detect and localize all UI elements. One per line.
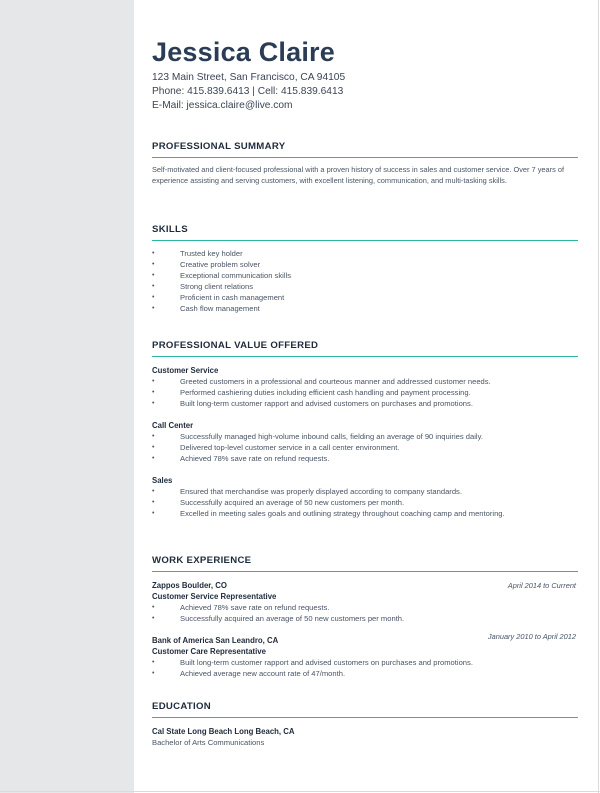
group-list xyxy=(152,376,578,409)
value-group xyxy=(152,475,578,519)
list-item: • Successfully acquired an average of 50 new customers per month. xyxy=(152,614,405,623)
resume-header xyxy=(152,36,578,113)
group-list xyxy=(152,431,578,464)
list-item: • Ensured that merchandise was properly displayed according to company standards. xyxy=(152,487,462,496)
list-item: • Proficient in cash management xyxy=(152,293,285,302)
bullet-icon: • xyxy=(152,400,155,407)
page-border-bottom xyxy=(0,791,600,792)
left-sidebar xyxy=(0,0,134,793)
job-list xyxy=(152,602,578,624)
job-role: Customer Care Representative xyxy=(152,647,266,656)
bullet-icon: • xyxy=(152,378,155,385)
list-item: • Excelled in meeting sales goals and outlining strategy throughout coaching camp and mentoring. xyxy=(152,509,505,518)
list-item: • Trusted key holder xyxy=(152,249,243,258)
list-item: • Achieved average new account rate of 47/month. xyxy=(152,669,346,678)
bullet-icon: • xyxy=(152,272,155,279)
job-list xyxy=(152,657,578,679)
value-group xyxy=(152,420,578,464)
list-item: • Successfully managed high-volume inbound calls, fielding an average of 90 inquiries daily. xyxy=(152,432,483,441)
group-heading: Sales xyxy=(152,476,173,485)
bullet-icon: • xyxy=(152,659,155,666)
address: 123 Main Street, San Francisco, CA 94105 xyxy=(152,72,346,83)
work-section xyxy=(152,555,578,679)
list-item: • Greeted customers in a professional and courteous manner and addressed customer needs. xyxy=(152,377,491,386)
summary-text: Self-motivated and client-focused professional with a proven history of success in sales and customer service. Over 7 years of experience assisting and serving customers, with excellent listening, communication, and multi-tasking skills. xyxy=(152,165,565,186)
list-item: • Achieved 78% save rate on refund requests. xyxy=(152,603,330,612)
bullet-icon: • xyxy=(152,455,155,462)
job-role: Customer Service Representative xyxy=(152,592,277,601)
skills-list xyxy=(152,248,578,314)
bullet-icon: • xyxy=(152,250,155,257)
bullet-icon: • xyxy=(152,261,155,268)
list-item: • Built long-term customer rapport and advised customers on purchases and promotions. xyxy=(152,658,473,667)
school-name: Cal State Long Beach Long Beach, CA xyxy=(152,727,295,736)
list-item: • Built long-term customer rapport and advised customers on purchases and promotions. xyxy=(152,399,473,408)
degree: Bachelor of Arts Communications xyxy=(152,738,265,747)
list-item: • Exceptional communication skills xyxy=(152,271,291,280)
job-entry xyxy=(152,632,578,679)
list-item: • Delivered top-level customer service in a call center environment. xyxy=(152,443,400,452)
job-dates: April 2014 to Current xyxy=(507,581,576,590)
bullet-icon: • xyxy=(152,615,155,622)
list-item: • Performed cashiering duties including efficient cash handling and payment processing. xyxy=(152,388,471,397)
job-dates: January 2010 to April 2012 xyxy=(487,632,576,641)
candidate-name: Jessica Claire xyxy=(152,37,335,67)
list-item: • Creative problem solver xyxy=(152,260,261,269)
bullet-icon: • xyxy=(152,433,155,440)
group-list xyxy=(152,486,578,519)
contact-info xyxy=(152,71,578,113)
bullet-icon: • xyxy=(152,444,155,451)
section-title: SKILLS xyxy=(152,224,578,241)
skills-section xyxy=(152,224,578,314)
job-company: Zappos Boulder, CO xyxy=(152,581,227,590)
section-title: EDUCATION xyxy=(152,701,578,718)
bullet-icon: • xyxy=(152,389,155,396)
education-section xyxy=(152,701,578,748)
list-item: • Cash flow management xyxy=(152,304,260,313)
phone-numbers: Phone: 415.839.6413 | Cell: 415.839.6413 xyxy=(152,86,344,97)
section-title: WORK EXPERIENCE xyxy=(152,555,578,572)
bullet-icon: • xyxy=(152,510,155,517)
email: E-Mail: jessica.claire@live.com xyxy=(152,100,293,111)
list-item: • Successfully acquired an average of 50 new customers per month. xyxy=(152,498,405,507)
page-border-right xyxy=(598,0,599,793)
job-entry xyxy=(152,580,578,624)
bullet-icon: • xyxy=(152,604,155,611)
job-company: Bank of America San Leandro, CA xyxy=(152,636,279,645)
bullet-icon: • xyxy=(152,499,155,506)
bullet-icon: • xyxy=(152,670,155,677)
bullet-icon: • xyxy=(152,488,155,495)
list-item: • Achieved 78% save rate on refund requests. xyxy=(152,454,330,463)
list-item: • Strong client relations xyxy=(152,282,254,291)
summary-section xyxy=(152,141,578,187)
section-title: PROFESSIONAL VALUE OFFERED xyxy=(152,340,578,357)
bullet-icon: • xyxy=(152,294,155,301)
section-title: PROFESSIONAL SUMMARY xyxy=(152,141,578,158)
group-heading: Call Center xyxy=(152,421,194,430)
bullet-icon: • xyxy=(152,283,155,290)
group-heading: Customer Service xyxy=(152,366,219,375)
bullet-icon: • xyxy=(152,305,155,312)
value-group xyxy=(152,365,578,409)
value-section xyxy=(152,340,578,519)
